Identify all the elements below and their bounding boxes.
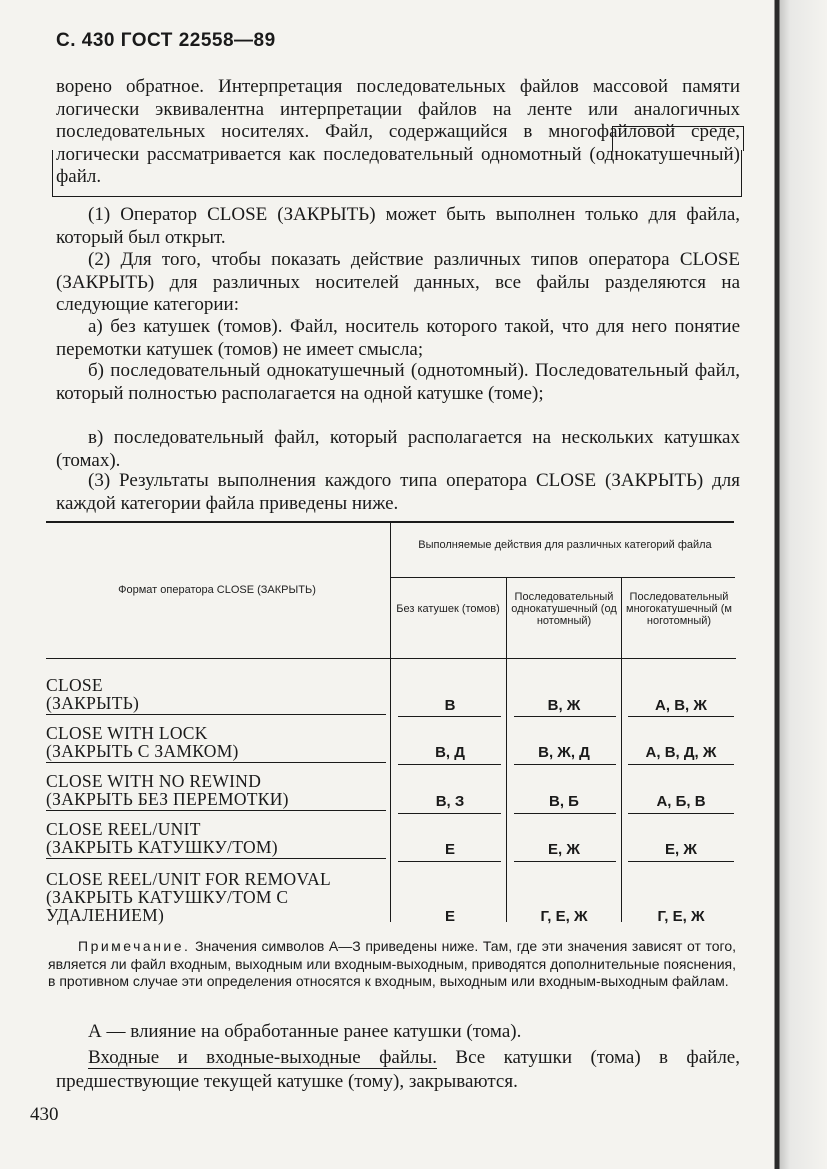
paragraph-1 xyxy=(56,76,740,189)
paragraph-5 xyxy=(56,360,740,405)
table-row-2-col-3: А, В, Д, Ж xyxy=(645,744,717,761)
column-header-format: Формат оператора CLOSE (ЗАКРЫТЬ) xyxy=(118,584,316,596)
table-row-4-col-1: Е xyxy=(444,841,455,858)
table-row-5-label: CLOSE REEL/UNIT FOR REMOVAL (ЗАКРЫТЬ КАТУШКУ/ТОМ С УДАЛЕНИЕМ) xyxy=(46,869,332,925)
table-row-1-col-3: А, В, Ж xyxy=(655,697,707,714)
table-row-1-col-2: В, Ж xyxy=(547,697,581,714)
definition-a-text: А — влияние на обработанные ранее катушки (тома). xyxy=(88,1021,522,1042)
note-text: Значения символов А—З приведены ниже. Там, где эти значения зависят от того, является ли файл входным, выходным или входным-выходным, приводятся дополнительные пояснения, в противном случае эти определения относятся к входным, выходным или входным-выходным файлам. xyxy=(48,938,736,989)
table-row-5-col-1: Е xyxy=(444,908,455,925)
input-files-paragraph xyxy=(56,1046,740,1094)
paragraph-1-boxed-text: Файл, содержащийся в многофайловой среде, логически рассматривается как последовательный одномотный (однокатушечный) файл. xyxy=(56,121,740,187)
paragraph-1-text: ворено обратное. Интерпретация последовательных файлов массовой памяти логически эквивалентна интерпретации файлов на ленте или аналогичных последовательных носителях. xyxy=(56,76,740,142)
input-files-lead: Входные и входные-выходные файлы. xyxy=(88,1047,438,1068)
paragraph-3-text: (2) Для того, чтобы показать действие различных типов оператора CLOSE (ЗАКРЫТЬ) для различных носителей данных, все файлы разделяются на следующие категории: xyxy=(56,249,740,315)
table-row-5-col-3: Г, Е, Ж xyxy=(657,908,705,925)
column-header-single-reel: Последовательный однокатушечный (однотомный) xyxy=(511,591,617,627)
table-row-4-col-3: Е, Ж xyxy=(665,841,697,858)
table-note xyxy=(48,938,736,991)
page-header: С. 430 ГОСТ 22558—89 xyxy=(56,30,276,51)
table-row-3-col-1: В, З xyxy=(435,793,465,810)
scan-edge xyxy=(770,0,827,1169)
paragraph-2 xyxy=(56,204,740,249)
table-row-4-col-2: Е, Ж xyxy=(548,841,580,858)
table-row-2-col-2: В, Ж, Д xyxy=(538,744,590,761)
paragraph-7-text: (3) Результаты выполнения каждого типа оператора CLOSE (ЗАКРЫТЬ) для каждой категории файла приведены ниже. xyxy=(56,470,740,514)
table-row-3-col-2: В, Б xyxy=(549,793,579,810)
table-row-4-label: CLOSE REEL/UNIT (ЗАКРЫТЬ КАТУШКУ/ТОМ) xyxy=(46,819,278,857)
input-files-text: Все катушки (тома) в файле, предшествующие текущей катушке (тому), закрываются. xyxy=(56,1047,740,1092)
table-row-1-label: CLOSE (ЗАКРЫТЬ) xyxy=(46,675,140,713)
definition-a xyxy=(56,1021,740,1044)
paragraph-2-text: (1) Оператор CLOSE (ЗАКРЫТЬ) может быть выполнен только для файла, который был открыт. xyxy=(56,204,740,248)
note-label: Примечание. xyxy=(78,938,191,954)
table-row-3-label: CLOSE WITH NO REWIND (ЗАКРЫТЬ БЕЗ ПЕРЕМОТКИ) xyxy=(46,771,289,809)
page-number: 430 xyxy=(30,1104,59,1125)
paragraph-5-text: б) последовательный однокатушечный (однотомный). Последовательный файл, который полностью располагается на одной катушке (томе); xyxy=(56,360,740,404)
table-row-2-label: CLOSE WITH LOCK (ЗАКРЫТЬ С ЗАМКОМ) xyxy=(46,723,239,761)
paragraph-6-text: в) последовательный файл, который располагается на нескольких катушках (томах). xyxy=(56,427,740,471)
table-row-2-col-1: В, Д xyxy=(435,744,465,761)
table-row-1-col-1: В xyxy=(444,697,456,714)
column-header-multi-reel: Последовательный многокатушечный (многотомный) xyxy=(626,591,732,627)
column-header-no-reels: Без катушек (томов) xyxy=(396,603,500,615)
column-header-group: Выполняемые действия для различных категорий файла xyxy=(418,539,712,551)
paragraph-4 xyxy=(56,316,740,361)
table-row-5-col-2: Г, Е, Ж xyxy=(540,908,588,925)
table-row-3-col-3: А, Б, В xyxy=(656,793,706,810)
paragraph-6 xyxy=(56,427,740,472)
paragraph-4-text: а) без катушек (томов). Файл, носитель которого такой, что для него понятие перемотки катушек (томов) не имеет смысла; xyxy=(56,316,740,360)
paragraph-7 xyxy=(56,470,740,515)
paragraph-3 xyxy=(56,249,740,317)
